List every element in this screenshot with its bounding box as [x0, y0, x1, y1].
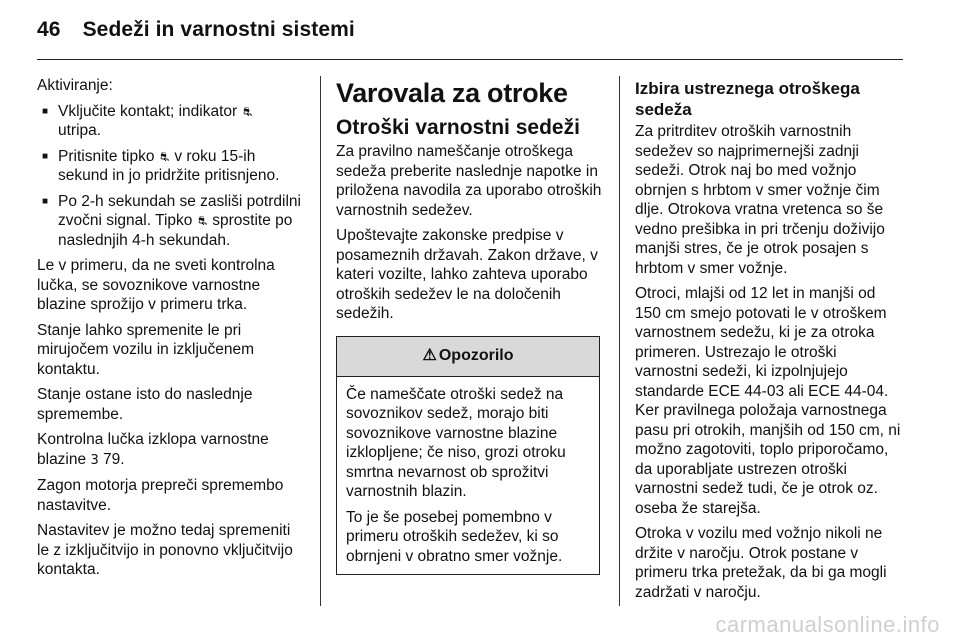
watermark: carmanualsonline.info — [715, 612, 940, 637]
subsection-heading: Otroški varnostni sedeži — [336, 116, 580, 139]
page-title: Sedeži in varnostni sistemi — [82, 18, 355, 41]
airbag-indicator-icon: ⛐ — [242, 103, 252, 119]
column-3 — [635, 78, 903, 608]
page-ref-number[interactable]: 79. — [98, 450, 125, 468]
paragraph: Le v primeru, da ne sveti kontrolna lučka, se sovoznikove varnostne blazine sprožijo v primeru trka. — [37, 257, 275, 313]
paragraph: Stanje lahko spremenite le pri mirujočem vozilu in izključenem kontaktu. — [37, 321, 255, 378]
paragraph: Nastavitev je možno tedaj spremeniti le z izključitvijo in ponovno vključitvijo kontakta. — [37, 522, 293, 578]
subsection-heading: Izbira ustreznega otroškega sedeža — [635, 79, 860, 119]
paragraph: Zagon motorja prepreči spremembo nastavitve. — [37, 477, 284, 514]
header-rule — [37, 59, 903, 60]
paragraph-page-ref: Kontrolna lučka izklopa varnostne blazine 3 79. — [37, 431, 269, 468]
paragraph: Stanje ostane isto do naslednje spremembe. — [37, 386, 253, 423]
step-2: ■ Pritisnite tipko ⛐ v roku 15-ih sekund in jo pridržite pritisnjeno. — [37, 147, 305, 186]
airbag-indicator-icon: ⛐ — [159, 148, 169, 164]
page-header — [37, 18, 355, 42]
airbag-indicator-icon: ⛐ — [197, 213, 207, 228]
paragraph: Za pritrditev otroških varnostnih sedežev so najprimernejši zadnji sedeži. Otrok naj bo med vožnjo obrnjen s hrbtom v smer vožnje čim dlje. Otrokova vratna vretenca so še vedno prešibka in pri trčenju doživijo manjši stres, če je otrok posajen s hrbtom v smer vožnje. — [635, 123, 885, 277]
step-1: ■ Vključite kontakt; indikator ⛐ utripa. — [37, 102, 305, 141]
column-1 — [37, 76, 305, 586]
paragraph: Otroka v vozilu med vožnjo nikoli ne držite v naročju. Otrok postane v primeru trka pretežak, da bi ga mogli zadržati v naročju. — [635, 525, 887, 601]
activation-steps — [37, 102, 305, 251]
column-divider-1 — [320, 76, 321, 606]
warning-header — [337, 337, 599, 377]
column-2 — [336, 78, 604, 575]
paragraph: Upoštevajte zakonske predpise v posameznih državah. Zakon države, v kateri vozilte, lahko zahteva uporabo otroških sedežev le na določenih sedežih. — [336, 227, 598, 322]
paragraph: Otroci, mlajši od 12 let in manjši od 150 cm smejo potovati le v otroškem varnostnem sedežu, ki je za otroka primeren. Ustrezajo le otroški varnostni sedeži, ki izpolnjujejo standarde ECE 44-03 ali ECE 44-04. Ker pravilnega položaja varnostnega pasu pri otrokih, manjših od 150 cm, ni možno zagotoviti, toplo priporočamo, da uporabljate ustrezen otroški varnostni sedež tudi, če je otrok oz. oseba že starejša. — [635, 285, 901, 517]
section-heading: Varovala za otroke — [336, 78, 568, 108]
warning-text: Če nameščate otroški sedež na sovoznikov sedež, morajo biti sovoznikove varnostne blazine izklopljene; če niso, grozi otroku smrtna nevarnost ob sprožitvi varnostnih blazin. — [346, 385, 566, 500]
warning-text: To je še posebej pomembno v primeru otroških sedežev, ki so obrnjeni v obratno smer vožnje. — [346, 508, 563, 565]
warning-box — [336, 336, 600, 576]
column-divider-2 — [619, 76, 620, 606]
activation-intro: Aktiviranje: — [37, 77, 113, 94]
warning-title: Opozorilo — [438, 347, 514, 365]
page-ref-arrow-icon[interactable]: 3 — [90, 452, 99, 468]
step-3: ■ Po 2-h sekundah se zasliši potrdilni zvočni signal. Tipko ⛐ sprostite po naslednjih 4-h sekundah. — [37, 192, 305, 251]
paragraph: Za pravilno nameščanje otroškega sedeža preberite naslednje napotke in priložena navodila za uporabo otroških varnostnih sedežev. — [336, 143, 602, 219]
page-number: 46 — [37, 18, 61, 41]
warning-triangle-icon: ⚠ — [422, 347, 437, 365]
warning-body — [337, 377, 599, 575]
